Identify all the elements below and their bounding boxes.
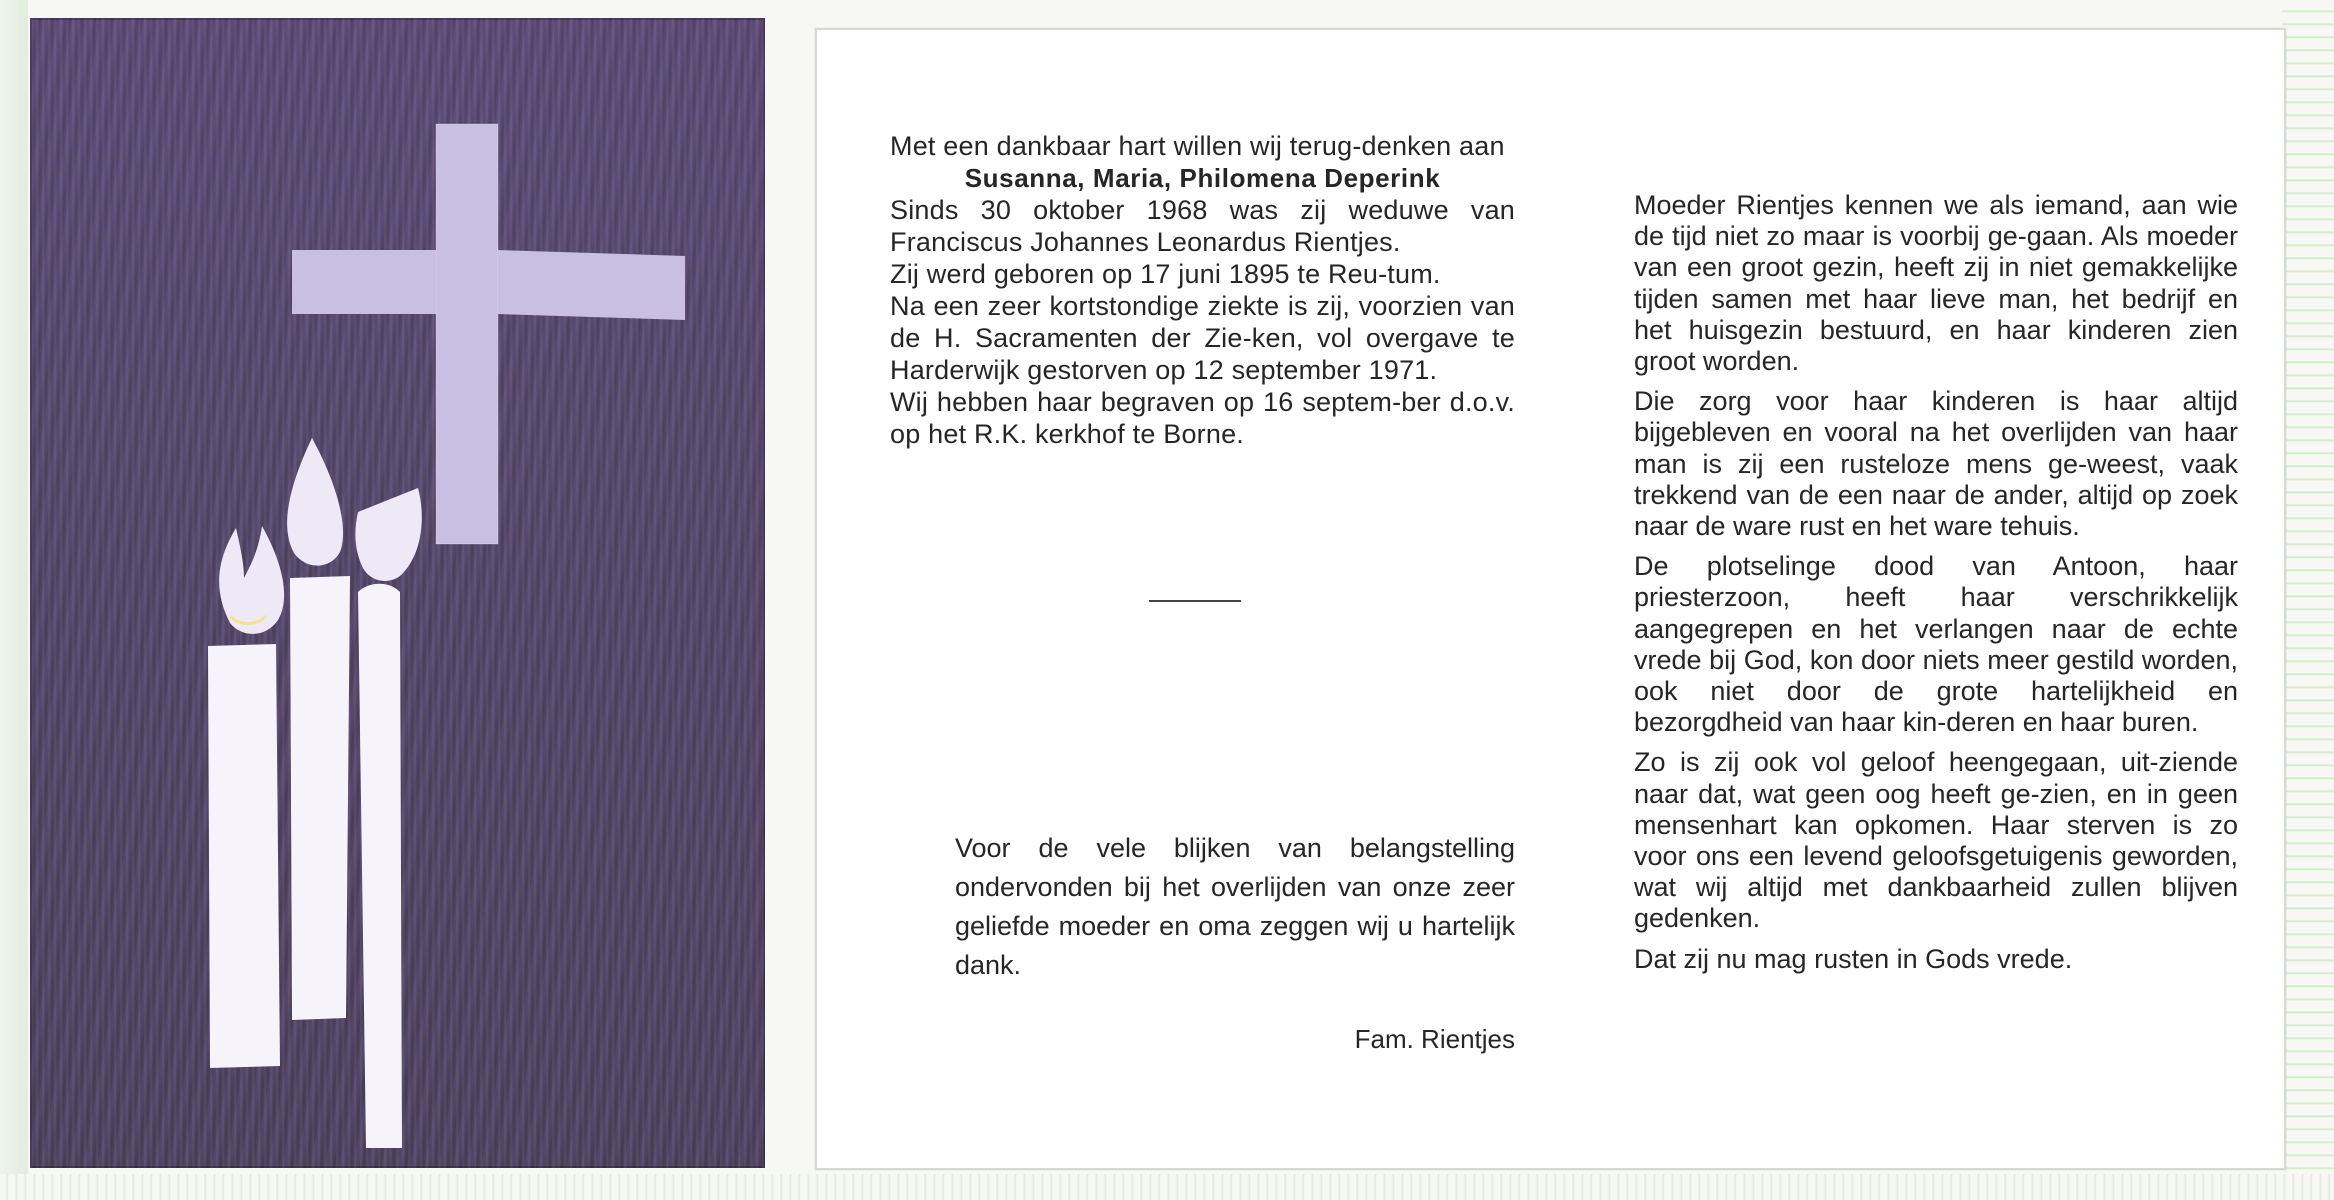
intro-text: Met een dankbaar hart willen wij terug-denken aan (890, 131, 1505, 161)
deceased-name: Susanna, Maria, Philomena Deperink (964, 163, 1441, 193)
tribute-paragraph: Moeder Rientjes kennen we als iemand, aan wie de tijd niet zo maar is voorbij ge-gaan. Als moeder van een groot gezin, heeft zij in niet gemakkelijke tijden samen met haar lieve man, het bedrijf en het huisgezin bestuurd, en haar kinderen zien groot worden. (1634, 190, 2238, 377)
tribute-column (1634, 190, 2238, 984)
scan-margin-bottom (0, 1174, 2334, 1200)
scan-margin (0, 0, 28, 1200)
candle-icon (355, 488, 421, 1148)
candle-icon (208, 526, 284, 1068)
birth-paragraph: Zij werd geboren op 17 juni 1895 te Reu-tum. (890, 259, 1441, 289)
cross-icon (292, 124, 685, 544)
death-paragraph: Na een zeer kortstondige ziekte is zij, voorzien van de H. Sacramenten der Zie-ken, vol overgave te Harderwijk gestorven op 12 september 1971. (890, 291, 1515, 385)
candle-icon (287, 438, 350, 1020)
tribute-paragraph: Zo is zij ook vol geloof heengegaan, uit-ziende naar dat, wat geen oog heeft ge-zien, en in geen mensenhart kan opkomen. Haar sterven is zo voor ons een levend geloofsgetuigenis geworden, wat wij altijd met dankbaarheid zullen blijven gedenken. (1634, 747, 2238, 934)
tribute-paragraph: Die zorg voor haar kinderen is haar altijd bijgebleven en vooral na het overlijden van haar man is zij een rusteloze mens ge-weest, vaak trekkend van de een naar de ander, altijd op zoek naar de ware rust en het ware tehuis. (1634, 386, 2238, 542)
widow-paragraph: Sinds 30 oktober 1968 was zij weduwe van Franciscus Johannes Leonardus Rientjes. (890, 195, 1515, 257)
tribute-paragraph: De plotselinge dood van Antoon, haar priesterzoon, heeft haar verschrikkelijk aangegrepen en het verlangen naar de echte vrede bij God, kon door niets meer gestild worden, ook niet door de grote hartelijkheid en bezorgdheid van haar kin-deren en haar buren. (1634, 551, 2238, 738)
divider-line (1149, 600, 1241, 602)
memorial-card-cover (30, 18, 765, 1168)
burial-paragraph: Wij hebben haar begraven op 16 septem-ber d.o.v. op het R.K. kerkhof te Borne. (890, 387, 1515, 449)
scan-margin-right (2282, 0, 2334, 1200)
cover-illustration (30, 18, 765, 1168)
memorial-card-inner (815, 28, 2286, 1170)
obituary-column (890, 130, 1515, 450)
thanks-paragraph: Voor de vele blijken van belangstelling ondervonden bij het overlijden van onze zeer geliefde moeder en oma zeggen wij u hartelijk dank. (955, 833, 1515, 980)
signature: Fam. Rientjes (1354, 1024, 1515, 1054)
closing-prayer: Dat zij nu mag rusten in Gods vrede. (1634, 943, 2073, 974)
